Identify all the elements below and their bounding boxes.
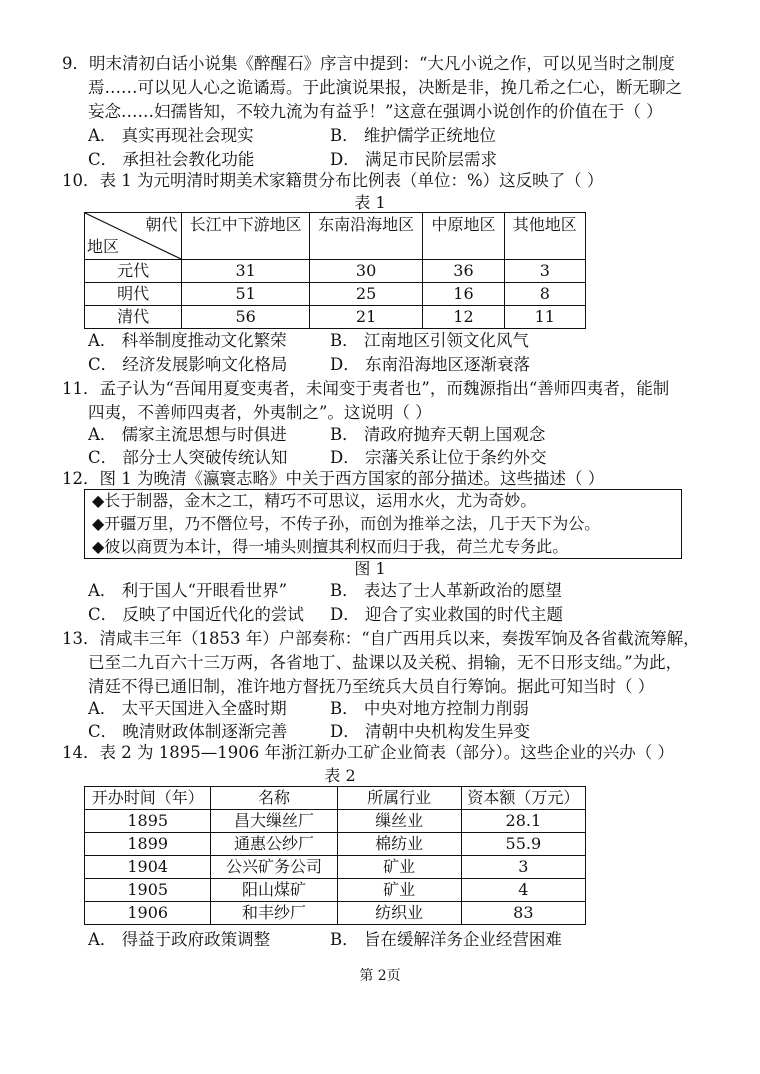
table-row bbox=[85, 879, 586, 902]
table-cell: 矿业 bbox=[337, 856, 461, 879]
q10-stem: 10．表 1 为元明清时期美术家籍贯分布比例表（单位：%）这反映了（ ） bbox=[62, 171, 604, 190]
q11-option-a: A． 儒家主流思想与时俱进 bbox=[88, 425, 287, 444]
q11-option-c: C． 部分士人突破传统认知 bbox=[88, 448, 288, 467]
table1-row-label: 明代 bbox=[85, 283, 182, 306]
diag-bottom-label: 地区 bbox=[87, 237, 120, 256]
table-cell: 12 bbox=[423, 306, 504, 329]
table-row bbox=[85, 856, 586, 879]
q10-option-a: A． 科举制度推动文化繁荣 bbox=[88, 331, 287, 350]
table2 bbox=[84, 786, 586, 925]
table-cell: 昌大缫丝厂 bbox=[211, 810, 337, 833]
q13-option-c: C． 晚清财政体制逐渐完善 bbox=[88, 722, 288, 741]
page-number: 第 2页 bbox=[359, 968, 401, 984]
diag-top-label: 朝代 bbox=[145, 215, 178, 234]
q12-option-a: A． 利于国人“开眼看世界” bbox=[88, 581, 288, 600]
table2-caption: 表 2 bbox=[324, 766, 356, 785]
table-row bbox=[85, 306, 586, 329]
q9-stem-line-2: 焉……可以见人心之诡谲焉。于此演说果报，决断是非，挽几希之仁心，断无聊之 bbox=[88, 78, 682, 97]
table-row bbox=[85, 787, 586, 810]
q14-option-a: A． 得益于政府政策调整 bbox=[88, 930, 271, 949]
table2-header: 名称 bbox=[211, 787, 337, 810]
q10-option-d: D． 东南沿海地区逐渐衰落 bbox=[330, 355, 530, 374]
table-cell: 3 bbox=[504, 260, 585, 283]
q10-option-c: C． 经济发展影响文化格局 bbox=[88, 355, 288, 374]
table1 bbox=[84, 212, 586, 329]
table1-header: 其他地区 bbox=[504, 213, 585, 260]
table1-header: 中原地区 bbox=[423, 213, 504, 260]
table-row bbox=[85, 833, 586, 856]
table-cell: 缫丝业 bbox=[337, 810, 461, 833]
table-cell: 30 bbox=[309, 260, 422, 283]
table-cell: 1899 bbox=[85, 833, 211, 856]
table2-header: 开办时间（年） bbox=[85, 787, 211, 810]
q13-stem-line-2: 已至二九百六十三万两，各省地丁、盐课以及关税、捐输，无不日形支绌。”为此， bbox=[88, 653, 683, 672]
table-cell: 36 bbox=[423, 260, 504, 283]
q9-stem-line-1: 9．明末清初白话小说集《醉醒石》序言中提到：“大凡小说之作，可以见当时之制度 bbox=[62, 54, 675, 73]
table1-row-label: 清代 bbox=[85, 306, 182, 329]
q11-option-d: D． 宗藩关系让位于条约外交 bbox=[330, 448, 547, 467]
q13-stem-line-3: 清廷不得已通旧制，准许地方督抚乃至统兵大员自行筹饷。据此可知当时（ ） bbox=[88, 677, 655, 696]
table-row bbox=[85, 902, 586, 925]
q9-option-c: C． 承担社会教化功能 bbox=[88, 150, 255, 169]
q9-option-b: B． 维护儒学正统地位 bbox=[330, 126, 496, 145]
table-cell: 31 bbox=[182, 260, 310, 283]
q11-stem-line-2: 四夷，不善师四夷者，外夷制之”。这说明（ ） bbox=[88, 403, 432, 422]
q12-option-b: B． 表达了士人革新政治的愿望 bbox=[330, 581, 562, 600]
q10-option-b: B． 江南地区引领文化风气 bbox=[330, 331, 529, 350]
table1-header: 长江中下游地区 bbox=[182, 213, 310, 260]
table-cell: 1905 bbox=[85, 879, 211, 902]
figure1-quote-line: ◆开疆万里，乃不僭位号，不传子孙，而创为推举之法，几于天下为公。 bbox=[92, 514, 601, 533]
q12-option-d: D． 迎合了实业救国的时代主题 bbox=[330, 605, 563, 624]
table-row bbox=[85, 810, 586, 833]
table-cell: 28.1 bbox=[461, 810, 585, 833]
table-cell: 55.9 bbox=[461, 833, 585, 856]
table2-header: 资本额（万元） bbox=[461, 787, 585, 810]
q11-option-b: B． 清政府抛弃天朝上国观念 bbox=[330, 425, 546, 444]
q11-stem-line-1: 11．孟子认为“吾闻用夏变夷者，未闻变于夷者也”，而魏源指出“善师四夷者，能制 bbox=[62, 379, 670, 398]
q14-stem: 14．表 2 为 1895—1906 年浙江新办工矿企业简表（部分）。这些企业的兴办（ ） bbox=[62, 743, 674, 762]
table-cell: 25 bbox=[309, 283, 422, 306]
table-cell: 1906 bbox=[85, 902, 211, 925]
table-cell: 3 bbox=[461, 856, 585, 879]
q9-option-a: A． 真实再现社会现实 bbox=[88, 126, 254, 145]
table-cell: 公兴矿务公司 bbox=[211, 856, 337, 879]
table-cell: 棉纺业 bbox=[337, 833, 461, 856]
table2-header: 所属行业 bbox=[337, 787, 461, 810]
table-cell: 56 bbox=[182, 306, 310, 329]
table-cell: 通惠公纱厂 bbox=[211, 833, 337, 856]
q13-stem-line-1: 13．清咸丰三年（1853 年）户部奏称：“自广西用兵以来，奏拨军饷及各省截流筹解， bbox=[62, 629, 700, 648]
figure1-quote-line: ◆彼以商贾为本计，得一埔头则擅其利权而归于我，荷兰尤专务此。 bbox=[92, 537, 569, 556]
table-cell: 16 bbox=[423, 283, 504, 306]
q14-option-b: B． 旨在缓解洋务企业经营困难 bbox=[330, 930, 562, 949]
q12-option-c: C． 反映了中国近代化的尝试 bbox=[88, 605, 304, 624]
table-cell: 1895 bbox=[85, 810, 211, 833]
table-cell: 83 bbox=[461, 902, 585, 925]
q13-option-d: D． 清朝中央机构发生异变 bbox=[330, 722, 530, 741]
table1-row-label: 元代 bbox=[85, 260, 182, 283]
q9-option-d: D． 满足市民阶层需求 bbox=[330, 150, 497, 169]
table-cell: 和丰纱厂 bbox=[211, 902, 337, 925]
table-cell: 阳山煤矿 bbox=[211, 879, 337, 902]
table-cell: 4 bbox=[461, 879, 585, 902]
table-cell: 8 bbox=[504, 283, 585, 306]
q9-stem-line-3: 妄念……妇孺皆知，不较九流为有益乎！”这意在强调小说创作的价值在于（ ） bbox=[88, 102, 663, 121]
table-cell: 21 bbox=[309, 306, 422, 329]
table-cell: 1904 bbox=[85, 856, 211, 879]
table-cell: 11 bbox=[504, 306, 585, 329]
figure1-caption: 图 1 bbox=[354, 559, 386, 578]
table-cell: 纺织业 bbox=[337, 902, 461, 925]
q13-option-a: A． 太平天国进入全盛时期 bbox=[88, 699, 287, 718]
table-cell: 矿业 bbox=[337, 879, 461, 902]
table-cell: 51 bbox=[182, 283, 310, 306]
table1-caption: 表 1 bbox=[354, 193, 386, 212]
table-row bbox=[85, 260, 586, 283]
table-row bbox=[85, 283, 586, 306]
q12-stem: 12．图 1 为晚清《瀛寰志略》中关于西方国家的部分描述。这些描述（ ） bbox=[62, 469, 605, 488]
q13-option-b: B． 中央对地方控制力削弱 bbox=[330, 699, 529, 718]
table1-header: 东南沿海地区 bbox=[309, 213, 422, 260]
table1-diagonal-header-cell bbox=[85, 213, 182, 260]
figure1-quote-line: ◆长于制器，金木之工，精巧不可思议，运用水火，尤为奇妙。 bbox=[92, 491, 537, 510]
